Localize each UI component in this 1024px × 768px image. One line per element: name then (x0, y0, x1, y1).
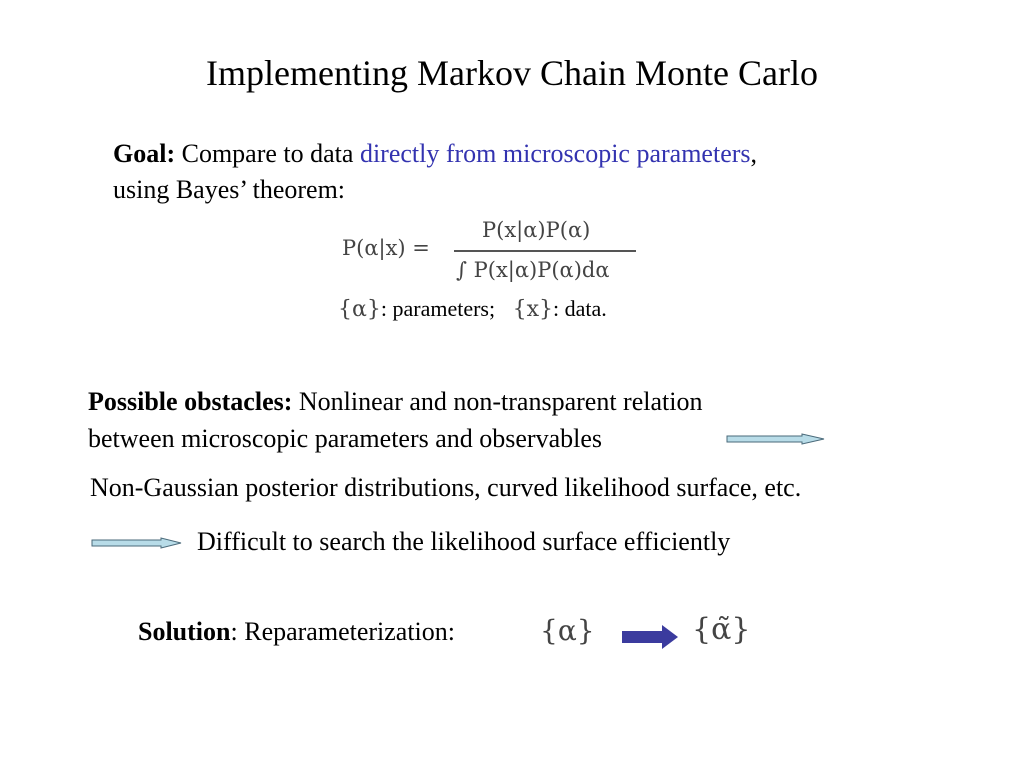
x-description: : data. (553, 296, 607, 321)
alpha-description: : parameters; (380, 296, 496, 321)
right-arrow-icon (620, 624, 680, 650)
alpha-set-symbol: {α} (540, 614, 595, 647)
solution-text: : Reparameterization: (230, 617, 456, 646)
fraction-bar (454, 250, 636, 252)
alpha-tilde-set-symbol: {α̃} (692, 612, 751, 647)
difficulty-text: Difficult to search the likelihood surface efficiently (197, 527, 731, 556)
right-arrow-icon (91, 536, 183, 550)
obstacles-label: Possible obstacles: (88, 387, 293, 416)
right-arrow-icon (726, 432, 826, 446)
solution-label: Solution (138, 617, 231, 646)
formula-numerator: P(x|α)P(α) (482, 218, 591, 242)
formula-denominator: ∫ P(x|α)P(α)dα (456, 258, 610, 282)
slide-title: Implementing Markov Chain Monte Carlo (206, 53, 818, 93)
goal-highlight: directly from microscopic parameters (359, 139, 751, 168)
alpha-symbol: {α} (338, 297, 381, 322)
goal-line-1 (113, 136, 757, 172)
goal-text: Compare to data (175, 139, 360, 168)
obstacles-line-1 (88, 384, 702, 420)
goal-text-after: , (750, 139, 758, 168)
consequence-text: Non-Gaussian posterior distributions, curved likelihood surface, etc. (90, 473, 802, 502)
formula-lhs: P(α|x) = (342, 236, 430, 260)
symbol-legend (338, 296, 607, 322)
goal-label: Goal: (113, 139, 176, 168)
goal-line-2: using Bayes’ theorem: (113, 175, 346, 204)
obstacles-text: Nonlinear and non-transparent relation (292, 387, 703, 416)
solution-line (138, 614, 455, 650)
obstacles-line-2: between microscopic parameters and observables (88, 424, 603, 453)
x-symbol: {x} (512, 297, 553, 322)
